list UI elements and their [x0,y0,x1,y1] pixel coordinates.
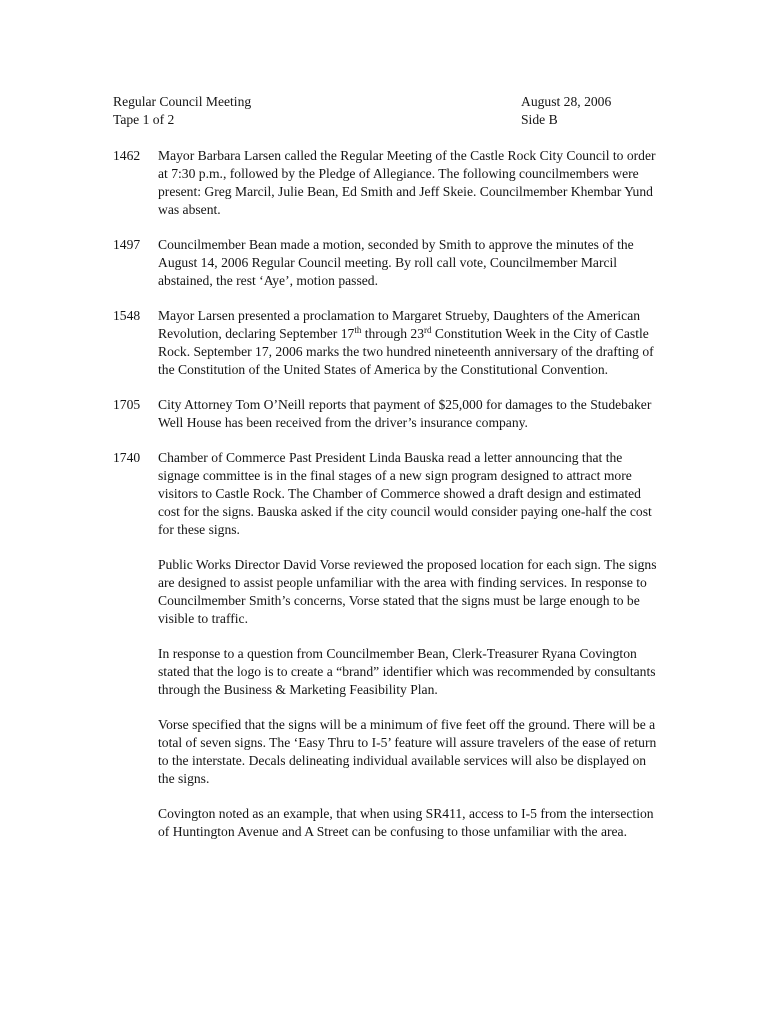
minutes-entry [113,396,658,432]
meeting-header [113,93,633,129]
ordinal-suffix: rd [424,325,432,335]
header-row-1 [113,93,633,111]
tape-counter: 1740 [113,450,141,465]
entry-paragraph [158,307,658,379]
minutes-entry [113,147,658,219]
minutes-entry [113,449,658,841]
tape-number: Tape 1 of 2 [113,112,175,127]
tape-counter: 1548 [113,308,141,323]
paragraph-text: through 23 [361,326,425,341]
ordinal-suffix: th [354,325,362,335]
minutes-entries [113,147,658,858]
entry-paragraph: Public Works Director David Vorse reviewed the proposed location for each sign. The signs are designed to assist people unfamiliar with the area with finding services. In response to Councilmember Smith’s concerns, Vorse stated that the signs must be large enough to be visible to traffic. [158,557,657,626]
paragraph-text: Mayor Larsen presented a proclamation to Margaret Strueby, Daughters of the American Revolution, declaring September 17 [158,308,641,341]
tape-counter: 1497 [113,237,141,252]
meeting-title: Regular Council Meeting [113,94,252,109]
minutes-entry [113,307,658,379]
meeting-date: August 28, 2006 [521,94,612,109]
entry-paragraph: Councilmember Bean made a motion, seconded by Smith to approve the minutes of the August 14, 2006 Regular Council meeting. By roll call vote, Councilmember Marcil abstained, the rest ‘Aye’, motion passed. [158,237,634,288]
entry-paragraph: In response to a question from Councilmember Bean, Clerk-Treasurer Ryana Covington stated that the logo is to create a “brand” identifier which was recommended by consultants through the Business & Marketing Feasibility Plan. [158,646,656,697]
tape-side: Side B [521,112,558,127]
paragraph-text: Constitution Week in the City of Castle Rock. September 17, 2006 marks the two hundred nineteenth anniversary of the drafting of the Constitution of the United States of America by the Constitutional Convention. [158,326,654,377]
header-row-2 [113,111,633,129]
entry-paragraph: Covington noted as an example, that when using SR411, access to I-5 from the intersection of Huntington Avenue and A Street can be confusing to those unfamiliar with the area. [158,806,654,839]
entry-paragraph: Chamber of Commerce Past President Linda Bauska read a letter announcing that the signage committee is in the final stages of a new sign program designed to attract more visitors to Castle Rock. The Chamber of Commerce showed a draft design and estimated cost for the signs. Bauska asked if the city council would consider paying one-half the cost for these signs. [158,450,652,537]
entry-paragraph: Mayor Barbara Larsen called the Regular Meeting of the Castle Rock City Council to order at 7:30 p.m., followed by the Pledge of Allegiance. The following councilmembers were present: Greg Marcil, Julie Bean, Ed Smith and Jeff Skeie. Councilmember Khembar Yund was absent. [158,148,656,217]
tape-counter: 1462 [113,148,141,163]
tape-counter: 1705 [113,397,141,412]
entry-paragraph: City Attorney Tom O’Neill reports that payment of $25,000 for damages to the Studebaker Well House has been received from the driver’s insurance company. [158,397,652,430]
minutes-entry [113,236,658,290]
entry-paragraph: Vorse specified that the signs will be a minimum of five feet off the ground. There will be a total of seven signs. The ‘Easy Thru to I-5’ feature will assure travelers of the ease of return to the interstate. Decals delineating individual available services will also be displayed on the signs. [158,717,657,786]
